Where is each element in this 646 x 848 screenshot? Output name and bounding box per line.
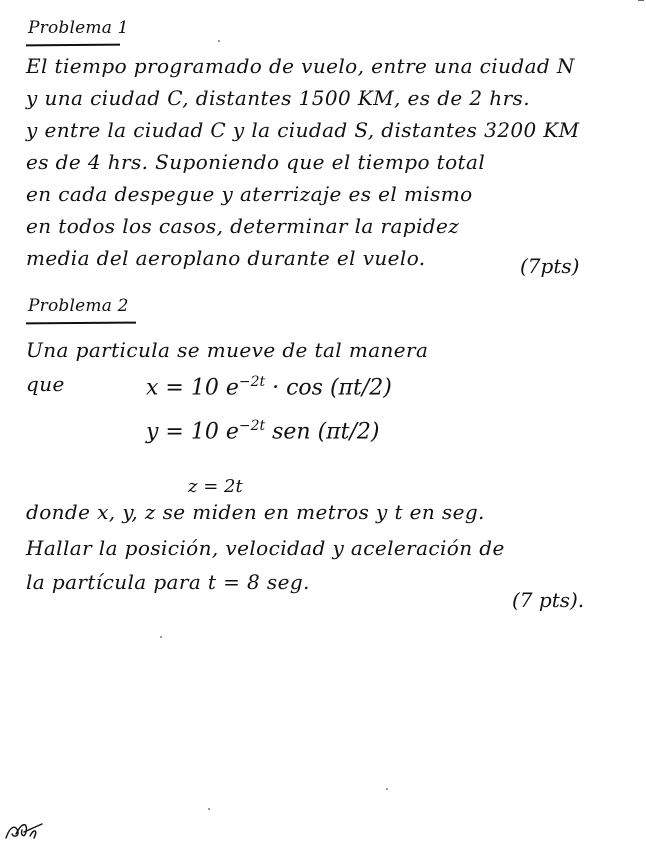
problem2-intro-line: Una particula se mueve de tal manera bbox=[26, 338, 429, 362]
problem2-line: la partícula para t = 8 seg. bbox=[26, 570, 310, 594]
problem2-heading: Problema 2 bbox=[28, 296, 129, 316]
problem1-line: es de 4 hrs. Suponiendo que el tiempo total bbox=[26, 150, 486, 174]
equation-x-base: x = 10 e bbox=[146, 375, 239, 401]
stray-dot bbox=[160, 636, 162, 638]
problem1-line: y una ciudad C, distantes 1500 KM, es de 2 hrs. bbox=[26, 86, 530, 110]
problem2-line: Hallar la posición, velocidad y aceleración de bbox=[26, 536, 505, 560]
problem1-line: en todos los casos, determinar la rapidez bbox=[26, 214, 460, 238]
problem1-heading-underline bbox=[26, 44, 120, 46]
problem2-intro-prefix: que bbox=[26, 372, 65, 396]
equation-y-base: y = 10 e bbox=[146, 419, 239, 445]
equation-y-exponent: −2t bbox=[238, 418, 266, 434]
problem1-line: y entre la ciudad C y la ciudad S, distantes 3200 KM bbox=[26, 118, 580, 142]
problem2-heading-underline bbox=[26, 322, 136, 324]
equation-y bbox=[146, 418, 379, 444]
stray-dot bbox=[386, 788, 388, 790]
problem1-line: media del aeroplano durante el vuelo. bbox=[26, 246, 426, 270]
equation-x bbox=[146, 374, 392, 400]
equation-y-tail: sen (πt/2) bbox=[265, 419, 380, 445]
problem1-points: (7pts) bbox=[520, 254, 580, 278]
problem1-line: en cada despegue y aterrizaje es el mismo bbox=[26, 182, 473, 206]
equation-x-tail: · cos (πt/2) bbox=[265, 375, 392, 401]
signature-mark bbox=[4, 818, 46, 842]
problem1-heading: Problema 1 bbox=[28, 18, 129, 38]
equation-z: z = 2t bbox=[188, 476, 243, 497]
stray-dot bbox=[218, 40, 220, 42]
problem1-line: El tiempo programado de vuelo, entre una ciudad N bbox=[26, 54, 575, 78]
equation-x-exponent: −2t bbox=[238, 374, 266, 390]
stray-dot bbox=[208, 808, 210, 810]
problem2-line: donde x, y, z se miden en metros y t en seg. bbox=[26, 500, 485, 524]
problem2-points: (7 pts). bbox=[512, 588, 585, 612]
corner-mark bbox=[638, 0, 644, 5]
